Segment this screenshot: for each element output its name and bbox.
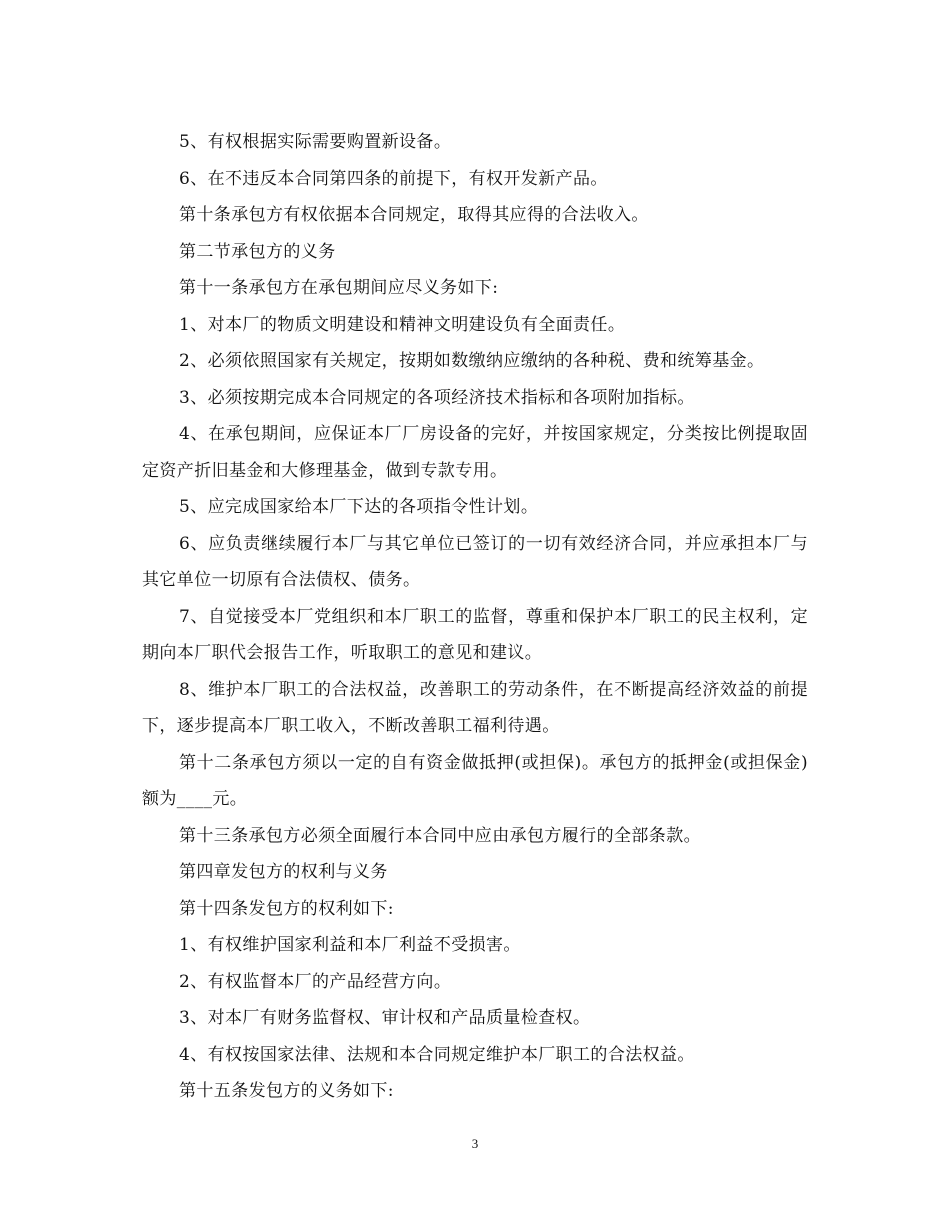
document-body — [142, 124, 808, 1110]
paragraph-item-5-equipment: 5、有权根据实际需要购置新设备。 — [179, 132, 452, 152]
right-item-3: 3、对本厂有财务监督权、审计权和产品质量检查权。 — [179, 1008, 591, 1028]
article-10: 第十条承包方有权依据本合同规定，取得其应得的合法收入。 — [179, 205, 649, 225]
obligation-item-7: 7、自觉接受本厂党组织和本厂职工的监督，尊重和保护本厂职工的民主权利，定期向本厂职代会报告工作，听取职工的意见和建议。 — [142, 606, 808, 663]
obligation-item-3: 3、必须按期完成本合同规定的各项经济技术指标和各项附加指标。 — [179, 387, 695, 408]
obligation-item-5: 5、应完成国家给本厂下达的各项指令性计划。 — [179, 497, 539, 517]
chapter-4-heading: 第四章发包方的权利与义务 — [179, 862, 388, 882]
obligation-item-2: 2、必须依照国家有关规定，按期如数缴纳应缴纳的各种税、费和统筹基金。 — [179, 351, 765, 371]
article-13: 第十三条承包方必须全面履行本合同中应由承包方履行的全部条款。 — [179, 825, 701, 846]
section-2-heading: 第二节承包方的义务 — [179, 241, 336, 262]
article-11: 第十一条承包方在承包期间应尽义务如下: — [179, 278, 499, 298]
obligation-item-6: 6、应负责继续履行本厂与其它单位已签订的一切有效经济合同，并应承担本厂与其它单位一切原有合法债权、债务。 — [142, 533, 808, 590]
right-item-2: 2、有权监督本厂的产品经营方向。 — [179, 971, 452, 992]
right-item-4: 4、有权按国家法律、法规和本合同规定维护本厂职工的合法权益。 — [179, 1044, 695, 1065]
obligation-item-4: 4、在承包期间，应保证本厂厂房设备的完好，并按国家规定，分类按比例提取固定资产折旧基金和大修理基金，做到专款专用。 — [142, 424, 808, 481]
paragraph-item-6-new-products: 6、在不违反本合同第四条的前提下，有权开发新产品。 — [179, 168, 608, 189]
page-number: 3 — [471, 1136, 479, 1151]
obligation-item-8: 8、维护本厂职工的合法权益，改善职工的劳动条件，在不断提高经济效益的前提下，逐步提高本厂职工收入，不断改善职工福利待遇。 — [142, 679, 808, 736]
right-item-1: 1、有权维护国家利益和本厂利益不受损害。 — [179, 935, 521, 955]
article-12: 第十二条承包方须以一定的自有资金做抵押(或担保)。承包方的抵押金(或担保金)额为____元。 — [142, 752, 808, 809]
obligation-item-1: 1、对本厂的物质文明建设和精神文明建设负有全面责任。 — [179, 314, 626, 335]
article-14: 第十四条发包方的权利如下: — [179, 898, 394, 919]
article-15: 第十五条发包方的义务如下: — [179, 1081, 394, 1101]
